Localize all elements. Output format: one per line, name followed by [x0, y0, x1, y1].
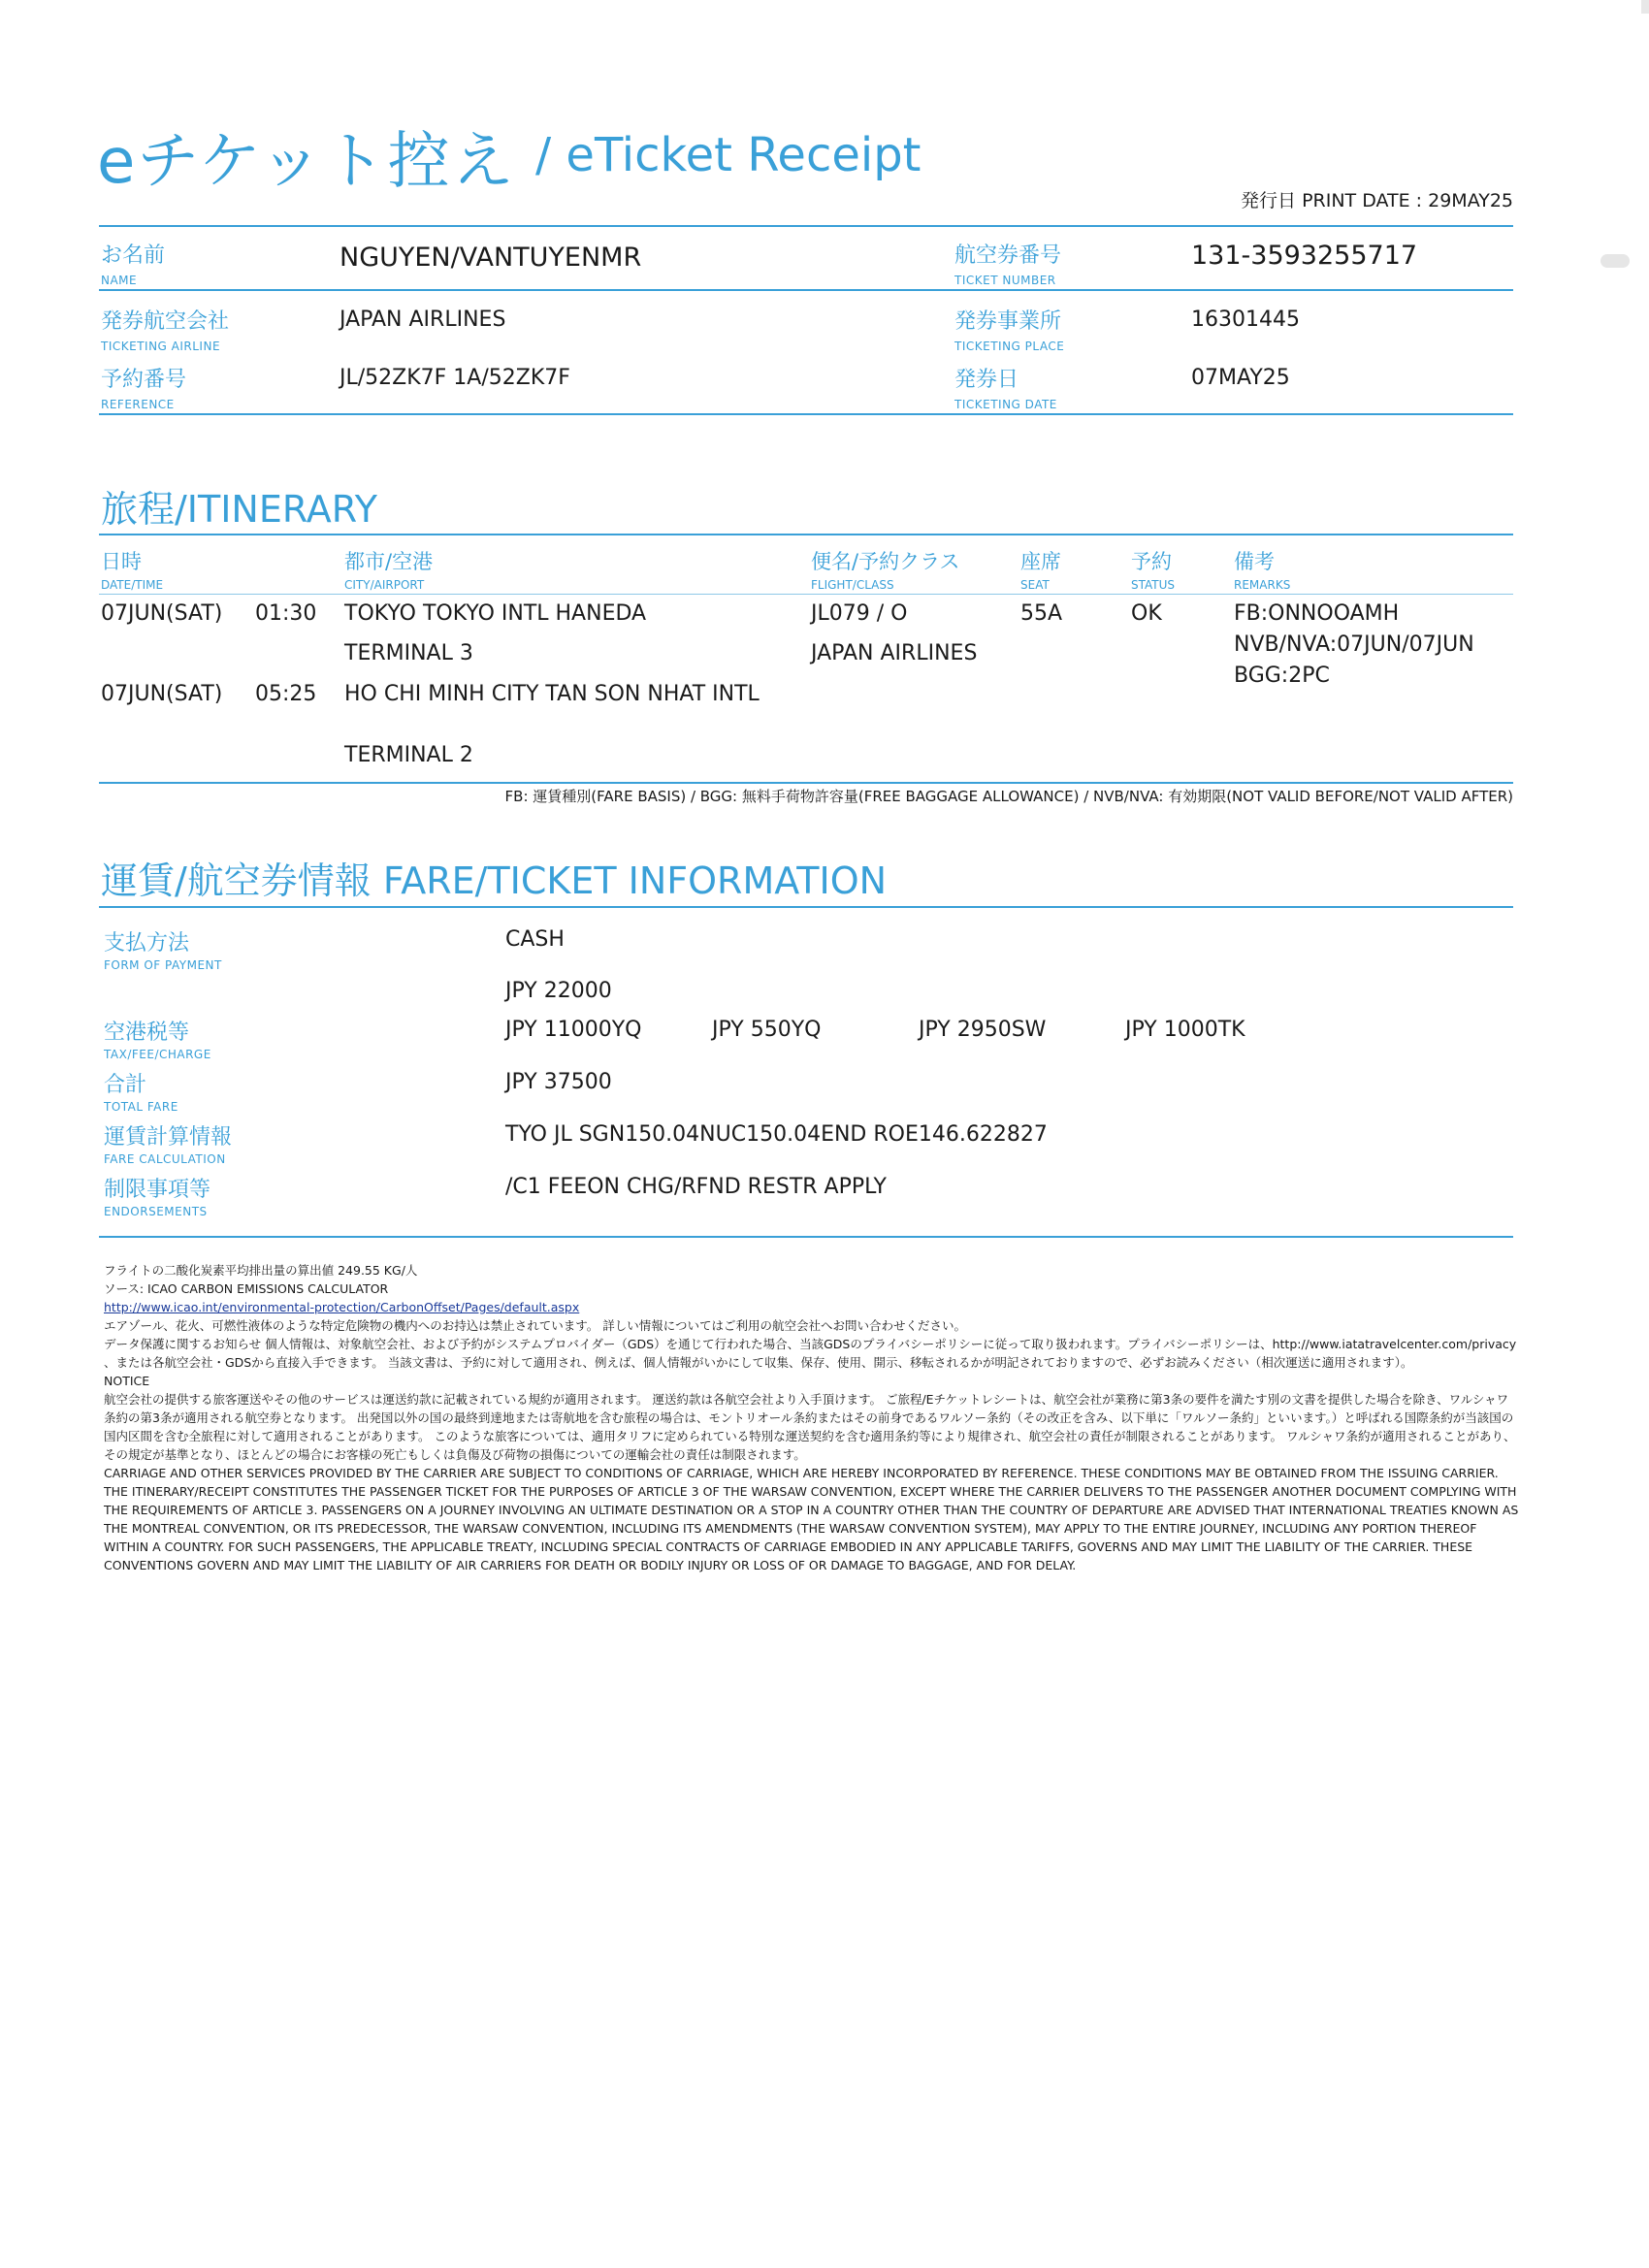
payment-label-en: FORM OF PAYMENT — [104, 958, 222, 972]
divider — [99, 906, 1513, 908]
co2-statement: フライトの二酸化炭素平均排出量の算出値 249.55 KG/人 — [104, 1263, 418, 1278]
passenger-name: NGUYEN/VANTUYENMR — [340, 243, 642, 273]
col-status: 予約 — [1131, 550, 1172, 573]
divider — [99, 413, 1513, 415]
arrival-date: 07JUN(SAT) — [101, 682, 223, 706]
tax-yq-2: JPY 550YQ — [712, 1018, 822, 1042]
divider — [99, 534, 1513, 535]
departure-time: 01:30 — [255, 601, 317, 626]
ticketing-date-label-en: TICKETING DATE — [954, 398, 1057, 411]
departure-airport: TOKYO TOKYO INTL HANEDA — [344, 601, 647, 626]
col-city-en: CITY/AIRPORT — [344, 578, 425, 592]
calc-label-en: FARE CALCULATION — [104, 1152, 226, 1166]
ticketing-date-label: 発券日 — [954, 368, 1019, 392]
arrival-airport: HO CHI MINH CITY TAN SON NHAT INTL — [344, 682, 760, 706]
base-fare: JPY 22000 — [505, 979, 612, 1003]
scan-smudge — [1600, 254, 1630, 268]
tax-tk: JPY 1000TK — [1125, 1018, 1245, 1042]
fare-title: 運賃/航空券情報 FARE/TICKET INFORMATION — [101, 859, 888, 902]
ticketing-airline-label-en: TICKETING AIRLINE — [101, 340, 221, 353]
tax-yq-1: JPY 11000YQ — [505, 1018, 642, 1042]
ticketing-place-label-en: TICKETING PLACE — [954, 340, 1065, 353]
remark-validity: NVB/NVA:07JUN/07JUN — [1234, 632, 1474, 657]
scan-edge — [1641, 0, 1649, 14]
total-label: 合計 — [104, 1073, 147, 1097]
seat: 55A — [1020, 601, 1063, 626]
divider — [99, 1236, 1513, 1238]
col-seat: 座席 — [1020, 550, 1061, 573]
divider — [99, 289, 1513, 291]
tax-sw: JPY 2950SW — [919, 1018, 1047, 1042]
col-remarks: 備考 — [1234, 550, 1275, 573]
departure-date: 07JUN(SAT) — [101, 601, 223, 626]
ticket-number-label-en: TICKET NUMBER — [954, 274, 1056, 287]
fine-print — [104, 1261, 1520, 1574]
notice-heading: NOTICE — [104, 1374, 150, 1388]
divider — [99, 782, 1513, 784]
divider — [99, 594, 1513, 595]
print-date: 発行日 PRINT DATE : 29MAY25 — [1241, 190, 1513, 211]
fare-calculation: TYO JL SGN150.04NUC150.04END ROE146.622827 — [505, 1122, 1048, 1147]
endorsements: /C1 FEEON CHG/RFND RESTR APPLY — [505, 1175, 887, 1199]
calc-label: 運賃計算情報 — [104, 1125, 233, 1150]
carrier: JAPAN AIRLINES — [811, 641, 978, 665]
reference-label: 予約番号 — [101, 368, 187, 392]
icao-link[interactable]: http://www.icao.int/environmental-protection/CarbonOffset/Pages/default.aspx — [104, 1300, 580, 1314]
status: OK — [1131, 601, 1162, 626]
endorse-label: 制限事項等 — [104, 1178, 211, 1202]
ticketing-place: 16301445 — [1191, 308, 1300, 332]
ticket-number: 131-3593255717 — [1191, 241, 1418, 271]
co2-source: ソース: ICAO CARBON EMISSIONS CALCULATOR — [104, 1281, 389, 1296]
col-seat-en: SEAT — [1020, 578, 1050, 592]
name-label-en: NAME — [101, 274, 138, 287]
total-label-en: TOTAL FARE — [104, 1100, 178, 1114]
col-flight-en: FLIGHT/CLASS — [811, 578, 894, 592]
remark-fare-basis: FB:ONNOOAMH — [1234, 601, 1400, 626]
payment-method: CASH — [505, 927, 565, 952]
col-date-en: DATE/TIME — [101, 578, 164, 592]
col-date: 日時 — [101, 550, 142, 573]
flight-class: JL079 / O — [811, 601, 908, 626]
notice-japanese: 航空会社の提供する旅客運送やその他のサービスは運送約款に記載されている規約が適用されます。 運送約款は各航空会社より入手頂けます。 ご旅程/Eチケットレシートは、航空会社が業務に第3条の要件を満たす別の文書を提供した場合を除き、ワルシャワ条約の第3条が適用される航空券となります。 出発国以外の国の最終到達地または寄航地を含む旅程の場合は、モントリオール条約またはその前身であるワルソー条約（その改正を含み、以下単に「ワルソー条約」といいます。）と呼ばれる国際条約が当該国の国内区間を含む全旅程に対して適用されることがあります。 このような旅客については、適用タリフに定められている特別な運送契約を含む適用条約等により規律され、航空会社の責任が制限されることがあります。 ワルシャワ条約が適用されることがあり、その規定が基準となり、ほとんどの場合にお客様の死亡もしくは負傷及び荷物の損傷についての運輸会社の責任は制限されます。 — [104, 1392, 1516, 1462]
col-remarks-en: REMARKS — [1234, 578, 1291, 592]
hazard-notice: エアゾール、花火、可燃性液体のような特定危険物の機内へのお持込は禁止されています。 詳しい情報についてはご利用の航空会社へお問い合わせください。 — [104, 1318, 966, 1333]
col-status-en: STATUS — [1131, 578, 1176, 592]
notice-english: CARRIAGE AND OTHER SERVICES PROVIDED BY THE CARRIER ARE SUBJECT TO CONDITIONS OF CARRIAGE, WHICH ARE HEREBY INCORPORATED BY REFERENCE. THESE CONDITIONS MAY BE OBTAINED FROM THE ISSUING CARRIER. THE ITINERARY/RECEIPT CONSTITUTES THE PASSENGER TICKET FOR THE PURPOSES OF ARTICLE 3 OF THE WARSAW CONVENTION, EXCEPT WHERE THE CARRIER DELIVERS TO THE PASSENGER ANOTHER DOCUMENT COMPLYING WITH THE REQUIREMENTS OF ARTICLE 3. PASSENGERS ON A JOURNEY INVOLVING AN ULTIMATE DESTINATION OR A STOP IN A COUNTRY OTHER THAN THE COUNTRY OF DEPARTURE ARE ADVISED THAT INTERNATIONAL TREATIES KNOWN AS THE MONTREAL CONVENTION, OR ITS PREDECESSOR, THE WARSAW CONVENTION, INCLUDING ITS AMENDMENTS (THE WARSAW CONVENTION SYSTEM), MAY APPLY TO THE ENTIRE JOURNEY, INCLUDING ANY PORTION THEREOF WITHIN A COUNTRY. FOR SUCH PASSENGERS, THE APPLICABLE TREATY, INCLUDING SPECIAL CONTRACTS OF CARRIAGE EMBODIED IN ANY APPLICABLE TARIFFS, GOVERNS AND MAY LIMIT THE LIABILITY OF THE CARRIER. THESE CONVENTIONS GOVERN AND MAY LIMIT THE LIABILITY OF AIR CARRIERS FOR DEATH OR BODILY INJURY OR LOSS OF OR DAMAGE TO BAGGAGE, AND FOR DELAY. — [104, 1466, 1519, 1572]
arrival-time: 05:25 — [255, 682, 317, 706]
name-label: お名前 — [101, 243, 166, 268]
tax-label-en: TAX/FEE/CHARGE — [104, 1048, 211, 1061]
itinerary-title: 旅程/ITINERARY — [101, 488, 377, 531]
reference-label-en: REFERENCE — [101, 398, 175, 411]
reference: JL/52ZK7F 1A/52ZK7F — [340, 366, 570, 390]
title-english: / eTicket Receipt — [535, 128, 922, 182]
ticketing-date: 07MAY25 — [1191, 366, 1290, 390]
ticketing-airline: JAPAN AIRLINES — [340, 308, 506, 332]
divider — [99, 225, 1513, 227]
ticket-number-label: 航空券番号 — [954, 243, 1062, 268]
ticketing-place-label: 発券事業所 — [954, 309, 1062, 334]
ticketing-airline-label: 発券航空会社 — [101, 309, 230, 334]
col-city: 都市/空港 — [344, 550, 434, 573]
total-fare: JPY 37500 — [505, 1070, 612, 1094]
itinerary-legend: FB: 運賃種別(FARE BASIS) / BGG: 無料手荷物許容量(FREE BAGGAGE ALLOWANCE) / NVB/NVA: 有効期限(NOT VALID BEFORE/NOT VALID AFTER) — [504, 788, 1513, 805]
tax-label: 空港税等 — [104, 1021, 190, 1045]
payment-label: 支払方法 — [104, 931, 190, 956]
arrival-terminal: TERMINAL 2 — [344, 743, 473, 767]
departure-terminal: TERMINAL 3 — [344, 641, 473, 665]
col-flight: 便名/予約クラス — [811, 550, 960, 573]
title-japanese: eチケット控え — [97, 126, 516, 198]
privacy-notice: データ保護に関するお知らせ 個人情報は、対象航空会社、および予約がシステムプロバイダー（GDS）を通じて行われた場合、当該GDSのプライバシーポリシーに従って取り扱われます。プライバシーポリシーは、http://www.iatatravelcenter.com/privacy 、または各航空会社・GDSから直接入手できます。 当該文書は、予約に対して適用され、例えば、個人情報がいかにして収集、保存、使用、開示、移転されるかが明記されておりますので、必ずお読みください（相次運送に適用されます）。 — [104, 1337, 1517, 1370]
endorse-label-en: ENDORSEMENTS — [104, 1205, 208, 1218]
remark-baggage: BGG:2PC — [1234, 664, 1330, 688]
